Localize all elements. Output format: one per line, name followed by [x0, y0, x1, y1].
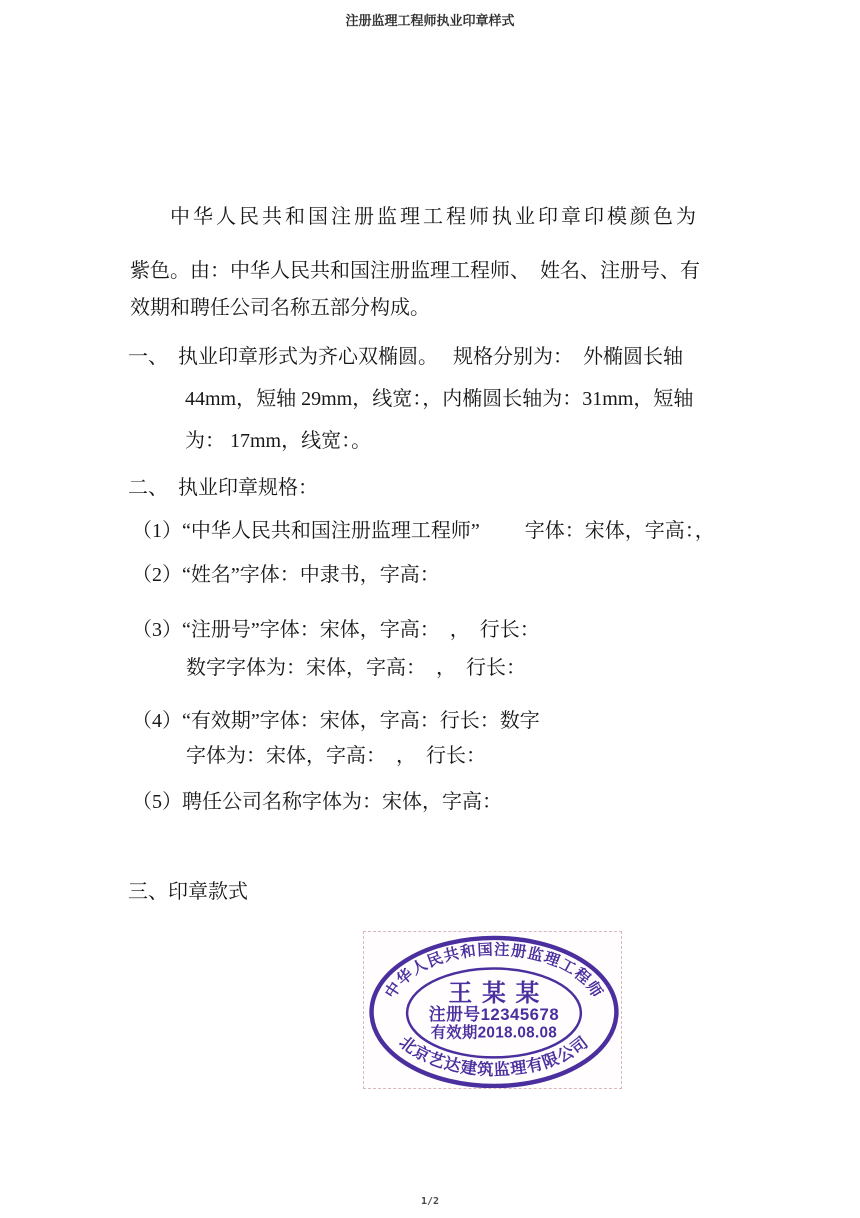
- seal-name-text: 王某某: [448, 981, 550, 1008]
- intro-paragraph-line-1: 紫色。由：中华人民共和国注册监理工程师、 姓名、注册号、有: [130, 260, 700, 282]
- spec-item-2: （2）“姓名”字体：中隶书，字高：: [132, 564, 440, 586]
- section-2-heading: 二、 执业印章规格：: [128, 477, 318, 499]
- spec-item-4: （4）“有效期”字体：宋体，字高：行长：数字: [132, 710, 540, 732]
- intro-paragraph-line-2: 效期和聘任公司名称五部分构成。: [130, 297, 430, 319]
- seal-sample-image: [363, 931, 622, 1089]
- section-1-line-3: 为： 17mm，线宽：。: [185, 430, 372, 452]
- document-title-header: 注册监理工程师执业印章样式: [345, 13, 515, 28]
- spec-item-3-continued: 数字字体为：宋体，字高： ， 行长：: [186, 657, 526, 679]
- seal-top-arc-text: 中华人民共和国注册监理工程师: [382, 941, 606, 1002]
- section-1-line-1: 一、 执业印章形式为齐心双椭圆。 规格分别为： 外椭圆长轴: [128, 346, 683, 368]
- seal-registration-number: 注册号12345678: [428, 1004, 560, 1024]
- seal-validity-date: 有效期2018.08.08: [430, 1024, 558, 1042]
- spec-item-4-continued: 字体为：宋体，字高： ， 行长：: [186, 745, 486, 767]
- seal-graphic: [364, 932, 621, 1088]
- seal-bottom-arc-text: 北京艺达建筑监理有限公司: [395, 1033, 593, 1080]
- section-1-line-2: 44mm，短轴 29mm，线宽：，内椭圆长轴为：31mm，短轴: [185, 388, 694, 410]
- spec-item-5: （5）聘任公司名称字体为：宋体，字高：: [132, 791, 502, 813]
- section-3-heading: 三、印章款式: [128, 881, 248, 903]
- spec-item-3: （3）“注册号”字体：宋体，字高： ， 行长：: [132, 619, 540, 641]
- page-number: 1/2: [420, 1196, 440, 1207]
- spec-item-1: （1）“中华人民共和国注册监理工程师” 字体：宋体，字高：，: [132, 520, 715, 542]
- intro-heading-line: 中华人民共和国注册监理工程师执业印章印模颜色为: [170, 206, 699, 228]
